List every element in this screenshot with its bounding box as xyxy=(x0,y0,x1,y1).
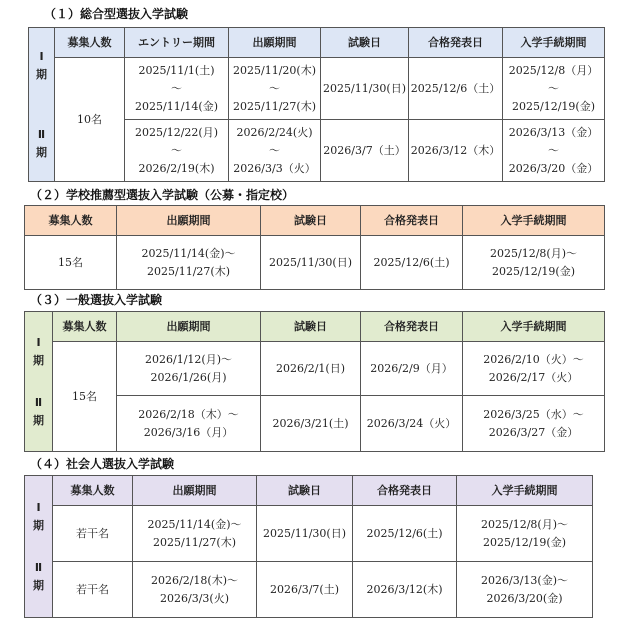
result-date-cell: 2026/3/12(木) xyxy=(353,562,457,618)
section-1-title: （１）総合型選抜入学試験 xyxy=(44,7,189,21)
procedure-period-cell: 2026/3/13（金） 〜 2026/3/20（金） xyxy=(503,120,605,182)
table-header-row xyxy=(25,476,593,506)
exam-date-cell: 2025/11/30(日) xyxy=(321,58,409,120)
result-date-cell: 2025/12/6（土） xyxy=(409,58,503,120)
entry-period-cell: 2025/11/1(土) 〜 2025/11/14(金) xyxy=(125,58,229,120)
section-4-table xyxy=(24,475,593,618)
capacity-cell: 15名 xyxy=(53,342,117,452)
capacity-cell: 10名 xyxy=(55,58,125,182)
procedure-period-cell: 2025/12/8(月)〜 2025/12/19(金) xyxy=(463,236,605,290)
section-1-table xyxy=(28,27,605,182)
period-side-label: Ⅰ 期 Ⅱ 期 xyxy=(25,476,53,618)
application-period-cell: 2026/2/18(木)〜 2026/3/3(火) xyxy=(133,562,257,618)
procedure-period-cell: 2025/12/8(月)〜 2025/12/19(金) xyxy=(457,506,593,562)
header-exam-date: 試験日 xyxy=(257,476,353,506)
table-row xyxy=(25,236,605,290)
application-period-cell: 2026/2/24(火) 〜 2026/3/3（火） xyxy=(229,120,321,182)
header-capacity: 募集人数 xyxy=(53,476,133,506)
header-capacity: 募集人数 xyxy=(25,206,117,236)
header-entry-period: エントリー期間 xyxy=(125,28,229,58)
header-procedure-period: 入学手続期間 xyxy=(463,312,605,342)
header-application-period: 出願期間 xyxy=(117,312,261,342)
header-procedure-period: 入学手続期間 xyxy=(463,206,605,236)
capacity-cell: 若干名 xyxy=(53,506,133,562)
exam-date-cell: 2025/11/30(日) xyxy=(261,236,361,290)
table-row xyxy=(25,342,605,396)
result-date-cell: 2025/12/6(土) xyxy=(353,506,457,562)
exam-date-cell: 2025/11/30(日) xyxy=(257,506,353,562)
header-exam-date: 試験日 xyxy=(321,28,409,58)
exam-date-cell: 2026/2/1(日) xyxy=(261,342,361,396)
period-side-label: Ⅰ 期 Ⅱ 期 xyxy=(29,28,55,182)
exam-date-cell: 2026/3/7（土） xyxy=(321,120,409,182)
header-exam-date: 試験日 xyxy=(261,312,361,342)
application-period-cell: 2026/1/12(月)〜 2026/1/26(月) xyxy=(117,342,261,396)
header-result-date: 合格発表日 xyxy=(361,312,463,342)
table-row xyxy=(29,58,605,120)
result-date-cell: 2026/3/12（木） xyxy=(409,120,503,182)
procedure-period-cell: 2026/3/25（水）〜 2026/3/27（金） xyxy=(463,396,605,452)
application-period-cell: 2025/11/14(金)〜 2025/11/27(木) xyxy=(117,236,261,290)
table-header-row xyxy=(29,28,605,58)
header-application-period: 出願期間 xyxy=(133,476,257,506)
exam-date-cell: 2026/3/7(土) xyxy=(257,562,353,618)
table-row xyxy=(25,562,593,618)
section-2-table xyxy=(24,205,605,290)
application-period-cell: 2026/2/18（木）〜 2026/3/16（月） xyxy=(117,396,261,452)
procedure-period-cell: 2026/3/13(金)〜 2026/3/20(金) xyxy=(457,562,593,618)
application-period-cell: 2025/11/14(金)〜 2025/11/27(木) xyxy=(133,506,257,562)
header-exam-date: 試験日 xyxy=(261,206,361,236)
result-date-cell: 2026/2/9（月） xyxy=(361,342,463,396)
header-result-date: 合格発表日 xyxy=(361,206,463,236)
table-row xyxy=(25,506,593,562)
header-application-period: 出願期間 xyxy=(117,206,261,236)
entry-period-cell: 2025/12/22(月) 〜 2026/2/19(木) xyxy=(125,120,229,182)
section-3-title: （３）一般選抜入学試験 xyxy=(30,293,163,307)
exam-date-cell: 2026/3/21(土) xyxy=(261,396,361,452)
result-date-cell: 2026/3/24（火） xyxy=(361,396,463,452)
result-date-cell: 2025/12/6(土) xyxy=(361,236,463,290)
table-header-row xyxy=(25,312,605,342)
section-4-title: （４）社会人選抜入学試験 xyxy=(30,457,175,471)
header-result-date: 合格発表日 xyxy=(353,476,457,506)
header-result-date: 合格発表日 xyxy=(409,28,503,58)
header-capacity: 募集人数 xyxy=(55,28,125,58)
header-capacity: 募集人数 xyxy=(53,312,117,342)
capacity-cell: 若干名 xyxy=(53,562,133,618)
procedure-period-cell: 2025/12/8（月） 〜 2025/12/19(金) xyxy=(503,58,605,120)
capacity-cell: 15名 xyxy=(25,236,117,290)
header-procedure-period: 入学手続期間 xyxy=(457,476,593,506)
table-header-row xyxy=(25,206,605,236)
header-application-period: 出願期間 xyxy=(229,28,321,58)
procedure-period-cell: 2026/2/10（火）〜 2026/2/17（火） xyxy=(463,342,605,396)
section-3-table xyxy=(24,311,605,452)
application-period-cell: 2025/11/20(木) 〜 2025/11/27(木) xyxy=(229,58,321,120)
section-2-title: （２）学校推薦型選抜入学試験（公募・指定校） xyxy=(30,188,295,202)
period-side-label: Ⅰ 期 Ⅱ 期 xyxy=(25,312,53,452)
header-procedure-period: 入学手続期間 xyxy=(503,28,605,58)
